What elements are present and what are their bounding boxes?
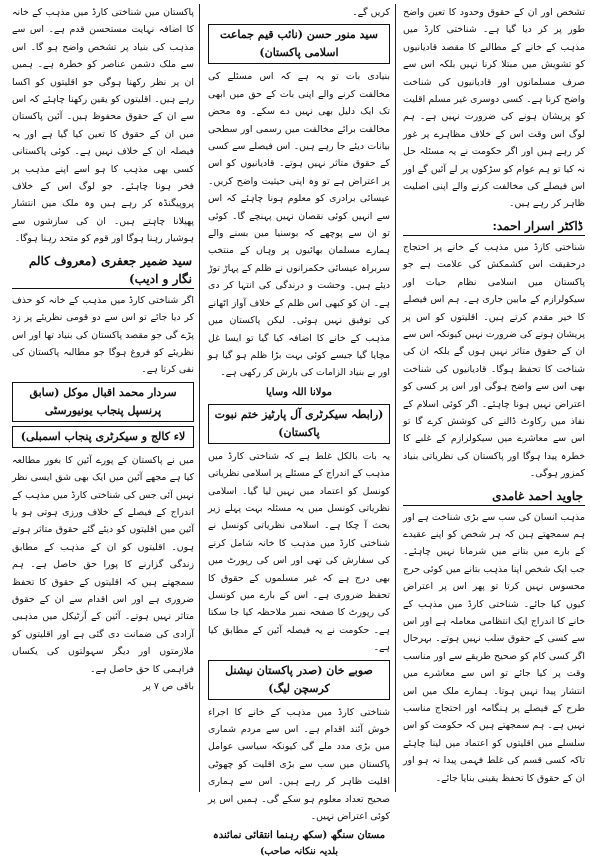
heading-syed-zamir-jafri: سید ضمیر جعفری (معروف کالم نگار و ادیب) bbox=[12, 252, 194, 289]
statement-syed-munawar-hasan: بنیادی بات تو یہ ہے کہ اس مسئلے کی مخالفت کرنے والے اپنی بات کے حق میں ابھی تک ایک دلیل بھی نہیں دے سکے۔ وہ محض مخالفت برائے مخالفت میں رسمی اور سطحی بیانات دیئے جا رہے ہیں۔ اس فیصلے سے کسی کے حقوق متاثر نہیں ہوتے۔ قادیانیوں کو اس پر اعتراض ہے تو وہ اپنی حیثیت واضح کریں۔ عیسائی برادری کو معلوم ہونا چاہئے کہ اس سے انہیں کوئی نقصان نہیں پہنچے گا۔ کوئی تو ان سے پوچھے کہ بوسنیا میں بسنے والے ہمارے مسلمان بھائیوں پر وہاں کے منتخب سربراہ عیسائی حکمرانوں نے ظلم کے پہاڑ توڑ دیئے ہیں۔ وحشت و درندگی کی انتہا کر دی ہے۔ ان کو کبھی اس ظلم کے خلاف آواز اٹھانے کی توفیق نہیں ہوئی۔ لیکن پاکستان میں مذہب کے خانے کا اضافہ کیا گیا تو ایسا غل مچایا گیا جیسے کوئی بہت بڑا ظلم ہو گیا ہو اور بے بنیاد الزامات کی بارش کر رکھی ہے۔ bbox=[208, 71, 390, 379]
statement-maulana-allah-wasaya: یہ بات بالکل غلط ہے کہ شناختی کارڈ میں مذہب کے اندراج کے مسئلے پر اسلامی نظریاتی کونسل کو اعتماد میں نہیں لیا گیا۔ اسلامی نظریاتی کونسل میں یہ مسئلہ بہت پہلے زیر بحث آ چکا ہے۔ اسلامی نظریاتی کونسل نے شناختی کارڈ میں مذہب کا خانہ شامل کرنے کی سفارش کی تھی اور اس کی رپورٹ میں بھی درج ہے کہ غیر مسلموں کے حقوق کا تحفظ ضروری ہے۔ اس کے بارے میں کونسل کی رپورٹ کا صفحہ نمبر ملاحظہ کیا جا سکتا ہے۔ حکومت نے یہ فیصلہ آئین کے مطابق کیا ہے۔ bbox=[208, 450, 390, 654]
statement-dr-israr-ahmed: شناختی کارڈ میں مذہب کے خانے پر احتجاج درحقیقت اس کشمکش کی علامت ہے جو پاکستان میں اسلامی نظام حیات اور سیکولرازم کے مابین جاری ہے۔ ہم اس فیصلے کا خیر مقدم کرتے ہیں۔ اقلیتوں کو اس پر پریشان ہونے کی ضرورت نہیں کیونکہ اس سے ان کے حقوق متاثر نہیں ہوں گے بلکہ ان کی شناخت کا تحفظ ہوگا۔ قادیانیوں کی شناخت بھی اس سے واضح ہوگی اور اس پر کسی کو اعتراض نہیں ہونا چاہئے۔ اگر کوئی اسلام کے نفاذ میں رکاوٹ ڈالنے کی کوشش کرے گا تو اس سے معاشرے میں سیکولرازم کے غلبے کا خطرہ پیدا ہوگا اور پاکستان کی نظریاتی بنیاد کمزور ہوگی۔ bbox=[403, 241, 585, 480]
column-left bbox=[12, 4, 194, 792]
heading-sobay-khan: صوبے خان (صدر پاکستان نیشنل کرسچن لیگ) bbox=[208, 660, 390, 700]
statement-sardar-iqbal-mokal: میں نے پاکستان کے پورے آئین کا بغور مطالعہ کیا ہے مجھے آئین میں ایک بھی شق ایسی نظر نہیں آئی جس کی شناختی کارڈ میں مذہب کے اندراج کے فیصلے کے خلاف ورزی ہوتی ہو یا آئین میں اقلیتوں کو دیئے گئے حقوق متاثر ہوتے ہوں۔ اقلیتوں کو ان کے مذہب کے مطابق زندگی گزارنے کا پورا حق حاصل ہے۔ ہم سمجھتے ہیں کہ اقلیتوں کے حقوق کا تحفظ ضروری ہے اور اس اقدام سے ان کے حقوق متاثر نہیں ہوتے۔ آئین کے آرٹیکل میں مذہبی آزادی کی ضمانت دی گئی ہے اور اقلیتوں کو ملازمتوں اور دیگر سہولتوں کی یکساں فراہمی کا حق حاصل ہے۔ bbox=[12, 454, 194, 675]
column-left-intro: پاکستان میں شناختی کارڈ میں مذہب کے خانہ کا اضافہ نہایت مستحسن قدم ہے۔ اس سے مذہب کی بنیاد پر تشخص واضح ہو گا۔ اس سے ملک دشمن عناصر کو خطرہ ہے۔ ہمیں ان پر نظر رکھنا ہوگی جو اقلیتوں کو اکسا رہے ہیں۔ اقلیتوں کو یقین رکھنا چاہئے کہ اس سے ان کے حقوق محفوظ ہیں۔ آئین پاکستان میں ان کے حقوق کا تعین کیا گیا ہے اور یہ فیصلہ ان کے خلاف نہیں ہے۔ کوئی پاکستانی کسی بھی مذہب کا ہو اسے اپنے مذہب پر فخر ہونا چاہئے۔ جو لوگ اس کے خلاف پروپیگنڈہ کر رہے ہیں وہ ملک میں انتشار پھیلانا چاہتے ہیں۔ ان کی سازشوں سے ہوشیار رہنا ہوگا اور قوم کو متحد رہنا ہوگا۔ bbox=[12, 7, 194, 245]
heading-sardar-iqbal-mokal-title: لاء کالج و سیکرٹری پنجاب اسمبلی) bbox=[12, 426, 194, 448]
heading-sardar-iqbal-mokal: سردار محمد اقبال موکل (سابق پرنسپل پنجاب یونیورسٹی bbox=[12, 382, 194, 422]
column-middle-top: کریں گے۔ bbox=[352, 7, 390, 18]
statement-javed-ahmad-ghamidi: مذہب انسان کی سب سے بڑی شناخت ہے اور ہم سمجھتے ہیں کہ ہر شخص کو اپنے عقیدے کے بارے میں بتانے میں شرمانا نہیں چاہئے۔ جب ایک شخص اپنا مذہب بتانے میں کوئی حرج محسوس نہیں کرتا تو پھر اس پر اعتراض کیوں کیا جائے۔ شناختی کارڈ میں مذہب کے خانے کا اندراج ایک انتظامی معاملہ ہے اور اس سے کسی کے حقوق سلب نہیں ہوتے۔ بہرحال اگر کسی کام کو صحیح طریقے سے اور مناسب وقت پر کیا جائے تو اس سے معاشرے میں انتشار پیدا نہیں ہوتا۔ ہمارے ملک میں اس طرح کے فیصلے پر ہنگامہ اور احتجاج مناسب نہیں ہے۔ ہم سمجھتے ہیں کہ حکومت کو اس سلسلے میں اقلیتوں کو اعتماد میں لینا چاہئے تاکہ کسی قسم کی غلط فہمی پیدا نہ ہو اور ان کے حقوق کا تحفظ یقینی بنایا جائے۔ bbox=[403, 511, 585, 784]
column-middle bbox=[208, 4, 390, 858]
continued-note: باقی ص ۷ پر bbox=[143, 681, 194, 692]
statement-sobay-khan: شناختی کارڈ میں مذہب کے خانے کا اجراء خوش آئند اقدام ہے۔ اس سے مردم شماری میں بڑی مدد ملے گی کیونکہ سیاسی عوامل پاکستان میں سب سے بڑی اقلیت کو چھوٹی اقلیت ظاہر کر رہے ہیں۔ اس سے ہماری صحیح تعداد معلوم ہو سکے گی۔ ہمیں اس پر کوئی اعتراض نہیں۔ bbox=[208, 706, 390, 823]
heading-javed-ahmad-ghamidi: جاوید احمد غامدی bbox=[403, 487, 585, 506]
column-right-intro: تشخص اور ان کے حقوق وحدود کا تعین واضح طور پر کر دیا گیا ہے۔ شناختی کارڈ میں مذہب کے خانے کے مطالبے کا مقصد قادیانیوں کو تشویش میں مبتلا کرنا نہیں بلکہ اس سے صرف مسلمانوں اور قادیانیوں کی شناخت واضح کرنا ہے۔ کسی دوسری غیر مسلم اقلیت کو پریشان ہونے کی ضرورت نہیں ہے۔ ہم لوگ اس وقت اس کے خلاف مظاہرے پر غور کر رہے ہیں اور اگر حکومت نے یہ مسئلہ حل نہ کیا تو ہم عوام کو سڑکوں پر لے آئیں گے اور اس فیصلے کی مخالفت کرنے والے اپنی اصلیت ظاہر کر رہے ہیں۔ bbox=[403, 7, 585, 210]
heading-maulana-allah-wasaya: مولانا اللہ وسایا bbox=[265, 386, 333, 398]
heading-mastan-singh-title: بلدیہ ننکانہ صاحب) bbox=[259, 846, 339, 858]
heading-maulana-allah-wasaya-title: (رابطہ سیکرٹری آل پارٹیز ختم نبوت پاکستان) bbox=[208, 404, 390, 444]
statement-syed-zamir-jafri: اگر شناختی کارڈ میں مذہب کے خانہ کو حذف کر دیا جائے تو اس سے دو قومی نظریئے پر زد پڑے گی جو مقصد پاکستان کی بنیاد تھا اور اس نظریئے کو فروغ ہوگا جو مطالبہ پاکستان کی نفی کرتا ہے۔ bbox=[12, 294, 194, 376]
heading-mastan-singh: مستان سنگھ (سکھ رہنما انتقائی نمائندہ bbox=[212, 830, 386, 842]
column-divider bbox=[395, 4, 396, 792]
heading-dr-israr-ahmed: ڈاکٹر اسرار احمد: bbox=[403, 217, 585, 236]
column-right bbox=[403, 4, 585, 792]
column-divider bbox=[199, 4, 200, 792]
heading-syed-munawar-hasan: سید منور حسن (نائب قیم جماعت اسلامی پاکستان) bbox=[208, 24, 390, 64]
